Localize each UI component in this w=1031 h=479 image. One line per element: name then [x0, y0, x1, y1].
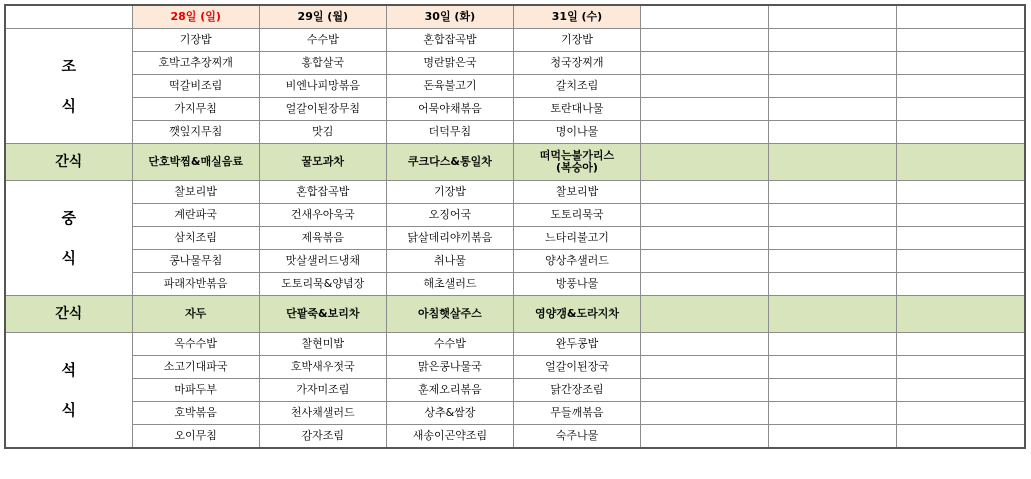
empty-cell — [769, 379, 897, 402]
dinner-menu-cell: 상추&쌈장 — [386, 402, 513, 425]
empty-cell — [897, 121, 1025, 144]
snack-afternoon-cell — [132, 296, 259, 333]
dinner-menu-cell: 소고기대파국 — [132, 356, 259, 379]
lunch-label-char: 식 — [61, 249, 77, 267]
breakfast-menu-cell: 기장밥 — [513, 29, 640, 52]
empty-cell — [769, 204, 897, 227]
snack-morning-label: 간식 — [5, 144, 132, 181]
dinner-label-char: 식 — [61, 401, 77, 419]
breakfast-menu-cell: 비엔나피망볶음 — [259, 75, 386, 98]
empty-cell — [897, 402, 1025, 425]
lunch-label-char: 중 — [61, 209, 77, 227]
empty-cell — [641, 425, 769, 449]
empty-cell — [641, 75, 769, 98]
snack-morning-cell — [386, 144, 513, 181]
snack-morning-item: 단호박찜&매실음료 — [148, 154, 243, 168]
empty-cell — [641, 379, 769, 402]
breakfast-row — [5, 121, 1025, 144]
dinner-menu-cell: 마파두부 — [132, 379, 259, 402]
empty-cell — [769, 250, 897, 273]
lunch-menu-cell: 파래자반볶음 — [132, 273, 259, 296]
empty-cell — [897, 52, 1025, 75]
empty-cell — [769, 296, 897, 333]
dinner-menu-cell: 닭간장조림 — [513, 379, 640, 402]
dinner-menu-cell: 완두콩밥 — [513, 333, 640, 356]
empty-cell — [897, 425, 1025, 449]
empty-cell — [897, 379, 1025, 402]
lunch-menu-cell: 기장밥 — [386, 181, 513, 204]
empty-cell — [641, 356, 769, 379]
empty-cell — [769, 425, 897, 449]
snack-afternoon-row — [5, 296, 1025, 333]
empty-cell — [641, 98, 769, 121]
empty-cell — [641, 121, 769, 144]
empty-cell — [641, 250, 769, 273]
breakfast-menu-cell: 떡갈비조림 — [132, 75, 259, 98]
breakfast-menu-cell: 얼갈이된장무침 — [259, 98, 386, 121]
snack-afternoon-cell — [259, 296, 386, 333]
breakfast-row — [5, 52, 1025, 75]
empty-cell — [769, 227, 897, 250]
dinner-row — [5, 425, 1025, 449]
dinner-menu-cell: 수수밥 — [386, 333, 513, 356]
empty-cell — [897, 29, 1025, 52]
empty-cell — [897, 98, 1025, 121]
lunch-menu-cell: 콩나물무침 — [132, 250, 259, 273]
empty-cell — [769, 181, 897, 204]
breakfast-menu-cell: 갈치조림 — [513, 75, 640, 98]
empty-cell — [897, 296, 1025, 333]
dinner-row — [5, 379, 1025, 402]
lunch-label — [5, 181, 132, 296]
lunch-row — [5, 250, 1025, 273]
empty-cell — [641, 296, 769, 333]
breakfast-menu-cell: 호박고추장찌개 — [132, 52, 259, 75]
empty-cell — [897, 181, 1025, 204]
snack-morning-item: 쿠크다스&통일차 — [407, 154, 492, 168]
empty-cell — [641, 273, 769, 296]
dinner-menu-cell: 가자미조림 — [259, 379, 386, 402]
breakfast-menu-cell: 명란맑은국 — [386, 52, 513, 75]
empty-cell — [769, 75, 897, 98]
empty-cell — [641, 181, 769, 204]
day-header-30: 30일 (화) — [386, 5, 513, 29]
dinner-menu-cell: 새송이곤약조림 — [386, 425, 513, 449]
lunch-menu-cell: 닭살데리야끼볶음 — [386, 227, 513, 250]
lunch-menu-cell: 느타리불고기 — [513, 227, 640, 250]
lunch-menu-cell: 삼치조림 — [132, 227, 259, 250]
lunch-row — [5, 181, 1025, 204]
dinner-menu-cell: 얼갈이된장국 — [513, 356, 640, 379]
breakfast-label — [5, 29, 132, 144]
dinner-menu-cell: 오이무침 — [132, 425, 259, 449]
empty-cell — [641, 333, 769, 356]
empty-cell — [897, 144, 1025, 181]
breakfast-menu-cell: 청국장찌개 — [513, 52, 640, 75]
snack-afternoon-item: 영양갱&도라지차 — [535, 306, 619, 320]
empty-cell — [769, 273, 897, 296]
header-row — [5, 5, 1025, 29]
breakfast-row — [5, 29, 1025, 52]
empty-cell — [641, 29, 769, 52]
dinner-menu-cell: 옥수수밥 — [132, 333, 259, 356]
breakfast-menu-cell: 더덕무침 — [386, 121, 513, 144]
lunch-menu-cell: 찰보리밥 — [513, 181, 640, 204]
dinner-menu-cell: 무들깨볶음 — [513, 402, 640, 425]
breakfast-menu-cell: 혼합잡곡밥 — [386, 29, 513, 52]
empty-cell — [769, 402, 897, 425]
lunch-menu-cell: 도토리묵국 — [513, 204, 640, 227]
breakfast-menu-cell: 맛김 — [259, 121, 386, 144]
lunch-menu-cell: 방풍나물 — [513, 273, 640, 296]
empty-cell — [769, 29, 897, 52]
empty-cell — [769, 98, 897, 121]
empty-cell — [897, 356, 1025, 379]
snack-afternoon-cell — [513, 296, 640, 333]
empty-header-cell — [769, 5, 897, 29]
lunch-menu-cell: 건새우아욱국 — [259, 204, 386, 227]
snack-morning-item: 떠먹는불가리스 (복숭아) — [539, 148, 615, 174]
lunch-menu-cell: 제육볶음 — [259, 227, 386, 250]
dinner-row — [5, 356, 1025, 379]
breakfast-menu-cell: 가지무침 — [132, 98, 259, 121]
snack-morning-cell — [132, 144, 259, 181]
day-header-29: 29일 (월) — [259, 5, 386, 29]
corner-cell — [5, 5, 132, 29]
empty-cell — [641, 402, 769, 425]
lunch-row — [5, 227, 1025, 250]
lunch-menu-cell: 오징어국 — [386, 204, 513, 227]
empty-cell — [897, 333, 1025, 356]
lunch-row — [5, 273, 1025, 296]
empty-cell — [897, 250, 1025, 273]
dinner-menu-cell: 숙주나물 — [513, 425, 640, 449]
snack-afternoon-item: 자두 — [185, 306, 207, 320]
lunch-menu-cell: 도토리묵&양념장 — [259, 273, 386, 296]
dinner-menu-cell: 찰현미밥 — [259, 333, 386, 356]
dinner-menu-cell: 감자조림 — [259, 425, 386, 449]
breakfast-menu-cell: 깻잎지무침 — [132, 121, 259, 144]
table-body — [5, 5, 1025, 448]
breakfast-label-char: 식 — [61, 97, 77, 115]
empty-cell — [897, 273, 1025, 296]
empty-cell — [641, 227, 769, 250]
dinner-menu-cell: 천사채샐러드 — [259, 402, 386, 425]
breakfast-menu-cell: 어묵야채볶음 — [386, 98, 513, 121]
day-header-31: 31일 (수) — [513, 5, 640, 29]
dinner-menu-cell: 훈제오리볶음 — [386, 379, 513, 402]
lunch-menu-cell: 양상추샐러드 — [513, 250, 640, 273]
empty-cell — [769, 121, 897, 144]
meal-plan-table — [4, 4, 1026, 449]
snack-afternoon-item: 아침햇살주스 — [418, 306, 482, 320]
lunch-menu-cell: 해초샐러드 — [386, 273, 513, 296]
lunch-row — [5, 204, 1025, 227]
empty-cell — [769, 356, 897, 379]
empty-cell — [897, 227, 1025, 250]
breakfast-row — [5, 98, 1025, 121]
empty-cell — [641, 204, 769, 227]
snack-morning-item: 꿀모과차 — [301, 154, 345, 168]
dinner-row — [5, 402, 1025, 425]
snack-morning-cell — [513, 144, 640, 181]
empty-cell — [641, 52, 769, 75]
snack-afternoon-item: 단팥죽&보리차 — [286, 306, 360, 320]
breakfast-menu-cell: 홍합살국 — [259, 52, 386, 75]
dinner-menu-cell: 호박새우젓국 — [259, 356, 386, 379]
lunch-menu-cell: 취나물 — [386, 250, 513, 273]
lunch-menu-cell: 계란파국 — [132, 204, 259, 227]
breakfast-menu-cell: 기장밥 — [132, 29, 259, 52]
empty-cell — [641, 144, 769, 181]
dinner-row — [5, 333, 1025, 356]
dinner-menu-cell: 맑은콩나물국 — [386, 356, 513, 379]
breakfast-menu-cell: 토란대나물 — [513, 98, 640, 121]
empty-cell — [897, 75, 1025, 98]
lunch-menu-cell: 찰보리밥 — [132, 181, 259, 204]
dinner-label — [5, 333, 132, 449]
empty-cell — [769, 144, 897, 181]
dinner-label-char: 석 — [61, 361, 77, 379]
breakfast-label-char: 조 — [61, 57, 77, 75]
dinner-menu-cell: 호박볶음 — [132, 402, 259, 425]
snack-afternoon-cell — [386, 296, 513, 333]
breakfast-menu-cell: 명이나물 — [513, 121, 640, 144]
empty-header-cell — [641, 5, 769, 29]
breakfast-menu-cell: 수수밥 — [259, 29, 386, 52]
snack-morning-cell — [259, 144, 386, 181]
empty-cell — [897, 204, 1025, 227]
snack-morning-row — [5, 144, 1025, 181]
empty-cell — [769, 333, 897, 356]
empty-cell — [769, 52, 897, 75]
lunch-menu-cell: 혼합잡곡밥 — [259, 181, 386, 204]
lunch-menu-cell: 맛살샐러드냉채 — [259, 250, 386, 273]
breakfast-menu-cell: 돈육불고기 — [386, 75, 513, 98]
empty-header-cell — [897, 5, 1025, 29]
breakfast-row — [5, 75, 1025, 98]
snack-afternoon-label: 간식 — [5, 296, 132, 333]
day-header-28: 28일 (일) — [132, 5, 259, 29]
